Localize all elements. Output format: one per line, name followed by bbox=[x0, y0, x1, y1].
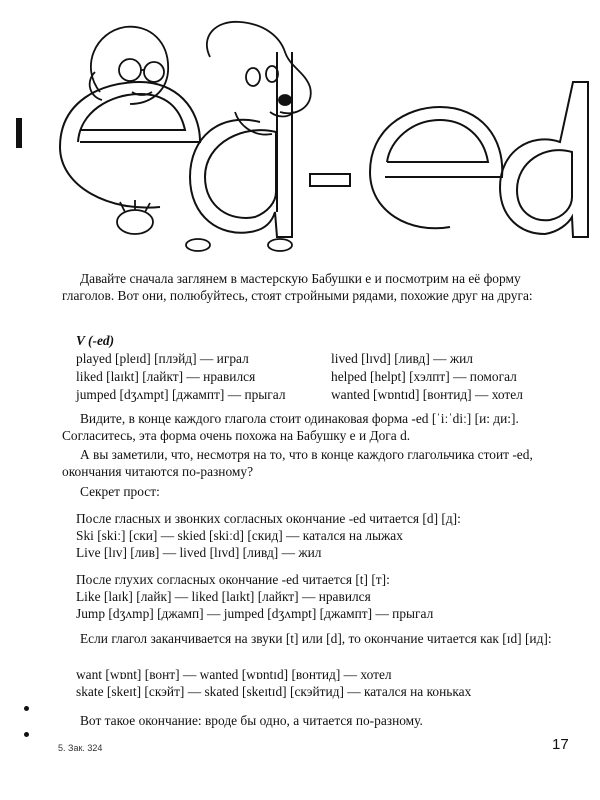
rule-t-d bbox=[62, 630, 574, 647]
verb-left: played [pleɪd] [плэйд] — играл bbox=[76, 351, 249, 366]
verb-form-heading: V (-ed) bbox=[76, 333, 115, 348]
verb-row bbox=[76, 386, 586, 404]
rule-example: Jump [dʒʌmp] [джамп] — jumped [dʒʌmpt] [джампт] — прыгал bbox=[76, 606, 434, 621]
intro-text: Давайте сначала заглянем в мастерскую Бабушки e и посмотрим на её форму глаголов. Вот они, полюбуйтесь, стоят стройными рядами, похожие друг на друга: bbox=[62, 271, 533, 303]
verb-right: lived [lɪvd] [ливд] — жил bbox=[331, 351, 473, 366]
observation-paragraph bbox=[62, 410, 574, 444]
rule-heading: После глухих согласных окончание -ed читается [t] [т]: bbox=[76, 572, 390, 587]
scan-edge-mark bbox=[16, 118, 22, 148]
verb-table bbox=[76, 350, 586, 404]
verb-right: helped [helpt] [хэлпт] — помогал bbox=[331, 369, 517, 384]
rule-example: Ski [skiː] [ски] — skied [skiːd] [скид] — катался на лыжах bbox=[76, 528, 403, 543]
conclusion-paragraph bbox=[62, 712, 574, 729]
secret-line bbox=[62, 483, 574, 500]
secret-text: Секрет прост: bbox=[80, 484, 160, 499]
scan-dot bbox=[24, 732, 29, 737]
rule-example: Live [lɪv] [лив] — lived [lɪvd] [ливд] — жил bbox=[76, 545, 322, 560]
notice-text: А вы заметили, что, несмотря на то, что в конце каждого глагольчика стоит -ed, окончания читаются по-разному? bbox=[62, 447, 533, 479]
rule-voiced bbox=[76, 510, 576, 561]
ed-illustration bbox=[40, 12, 595, 257]
rule-t-d-examples bbox=[76, 666, 576, 700]
verb-row bbox=[76, 350, 586, 368]
rule-example: Like [laɪk] [лайк] — liked [laɪkt] [лайкт] — нравился bbox=[76, 589, 371, 604]
rule-heading: Если глагол заканчивается на звуки [t] или [d], то окончание читается как [ɪd] [ид]: bbox=[80, 631, 552, 646]
verb-row bbox=[76, 368, 586, 386]
rule-example: skate [skeɪt] [скэйт] — skated [skeɪtɪd] [скэйтид] — катался на коньках bbox=[76, 684, 472, 699]
conclusion-text: Вот такое окончание: вроде бы одно, а читается по-разному. bbox=[80, 713, 423, 728]
rule-voiceless bbox=[76, 571, 576, 622]
verb-left: liked [laɪkt] [лайкт] — нравился bbox=[76, 369, 256, 384]
verb-left: jumped [dʒʌmpt] [джампт] — прыгал bbox=[76, 387, 286, 402]
observation-text: Видите, в конце каждого глагола стоит одинаковая форма -ed [ˈiːˈdiː] [и: ди:]. Согласитесь, эта форма очень похожа на Бабушку e и Дога d. bbox=[62, 411, 519, 443]
rule-heading: После гласных и звонких согласных окончание -ed читается [d] [д]: bbox=[76, 511, 461, 526]
rule-example: want [wɒnt] [вонт] — wanted [wɒntɪd] [вонтид] — хотел bbox=[76, 667, 392, 682]
page-number: 17 bbox=[552, 736, 569, 753]
print-code: 5. Зак. 324 bbox=[58, 743, 103, 753]
verb-right: wanted [wɒntɪd] [вонтид] — хотел bbox=[331, 387, 523, 402]
notice-paragraph bbox=[62, 446, 574, 480]
scan-dot bbox=[24, 706, 29, 711]
intro-paragraph bbox=[62, 270, 574, 304]
